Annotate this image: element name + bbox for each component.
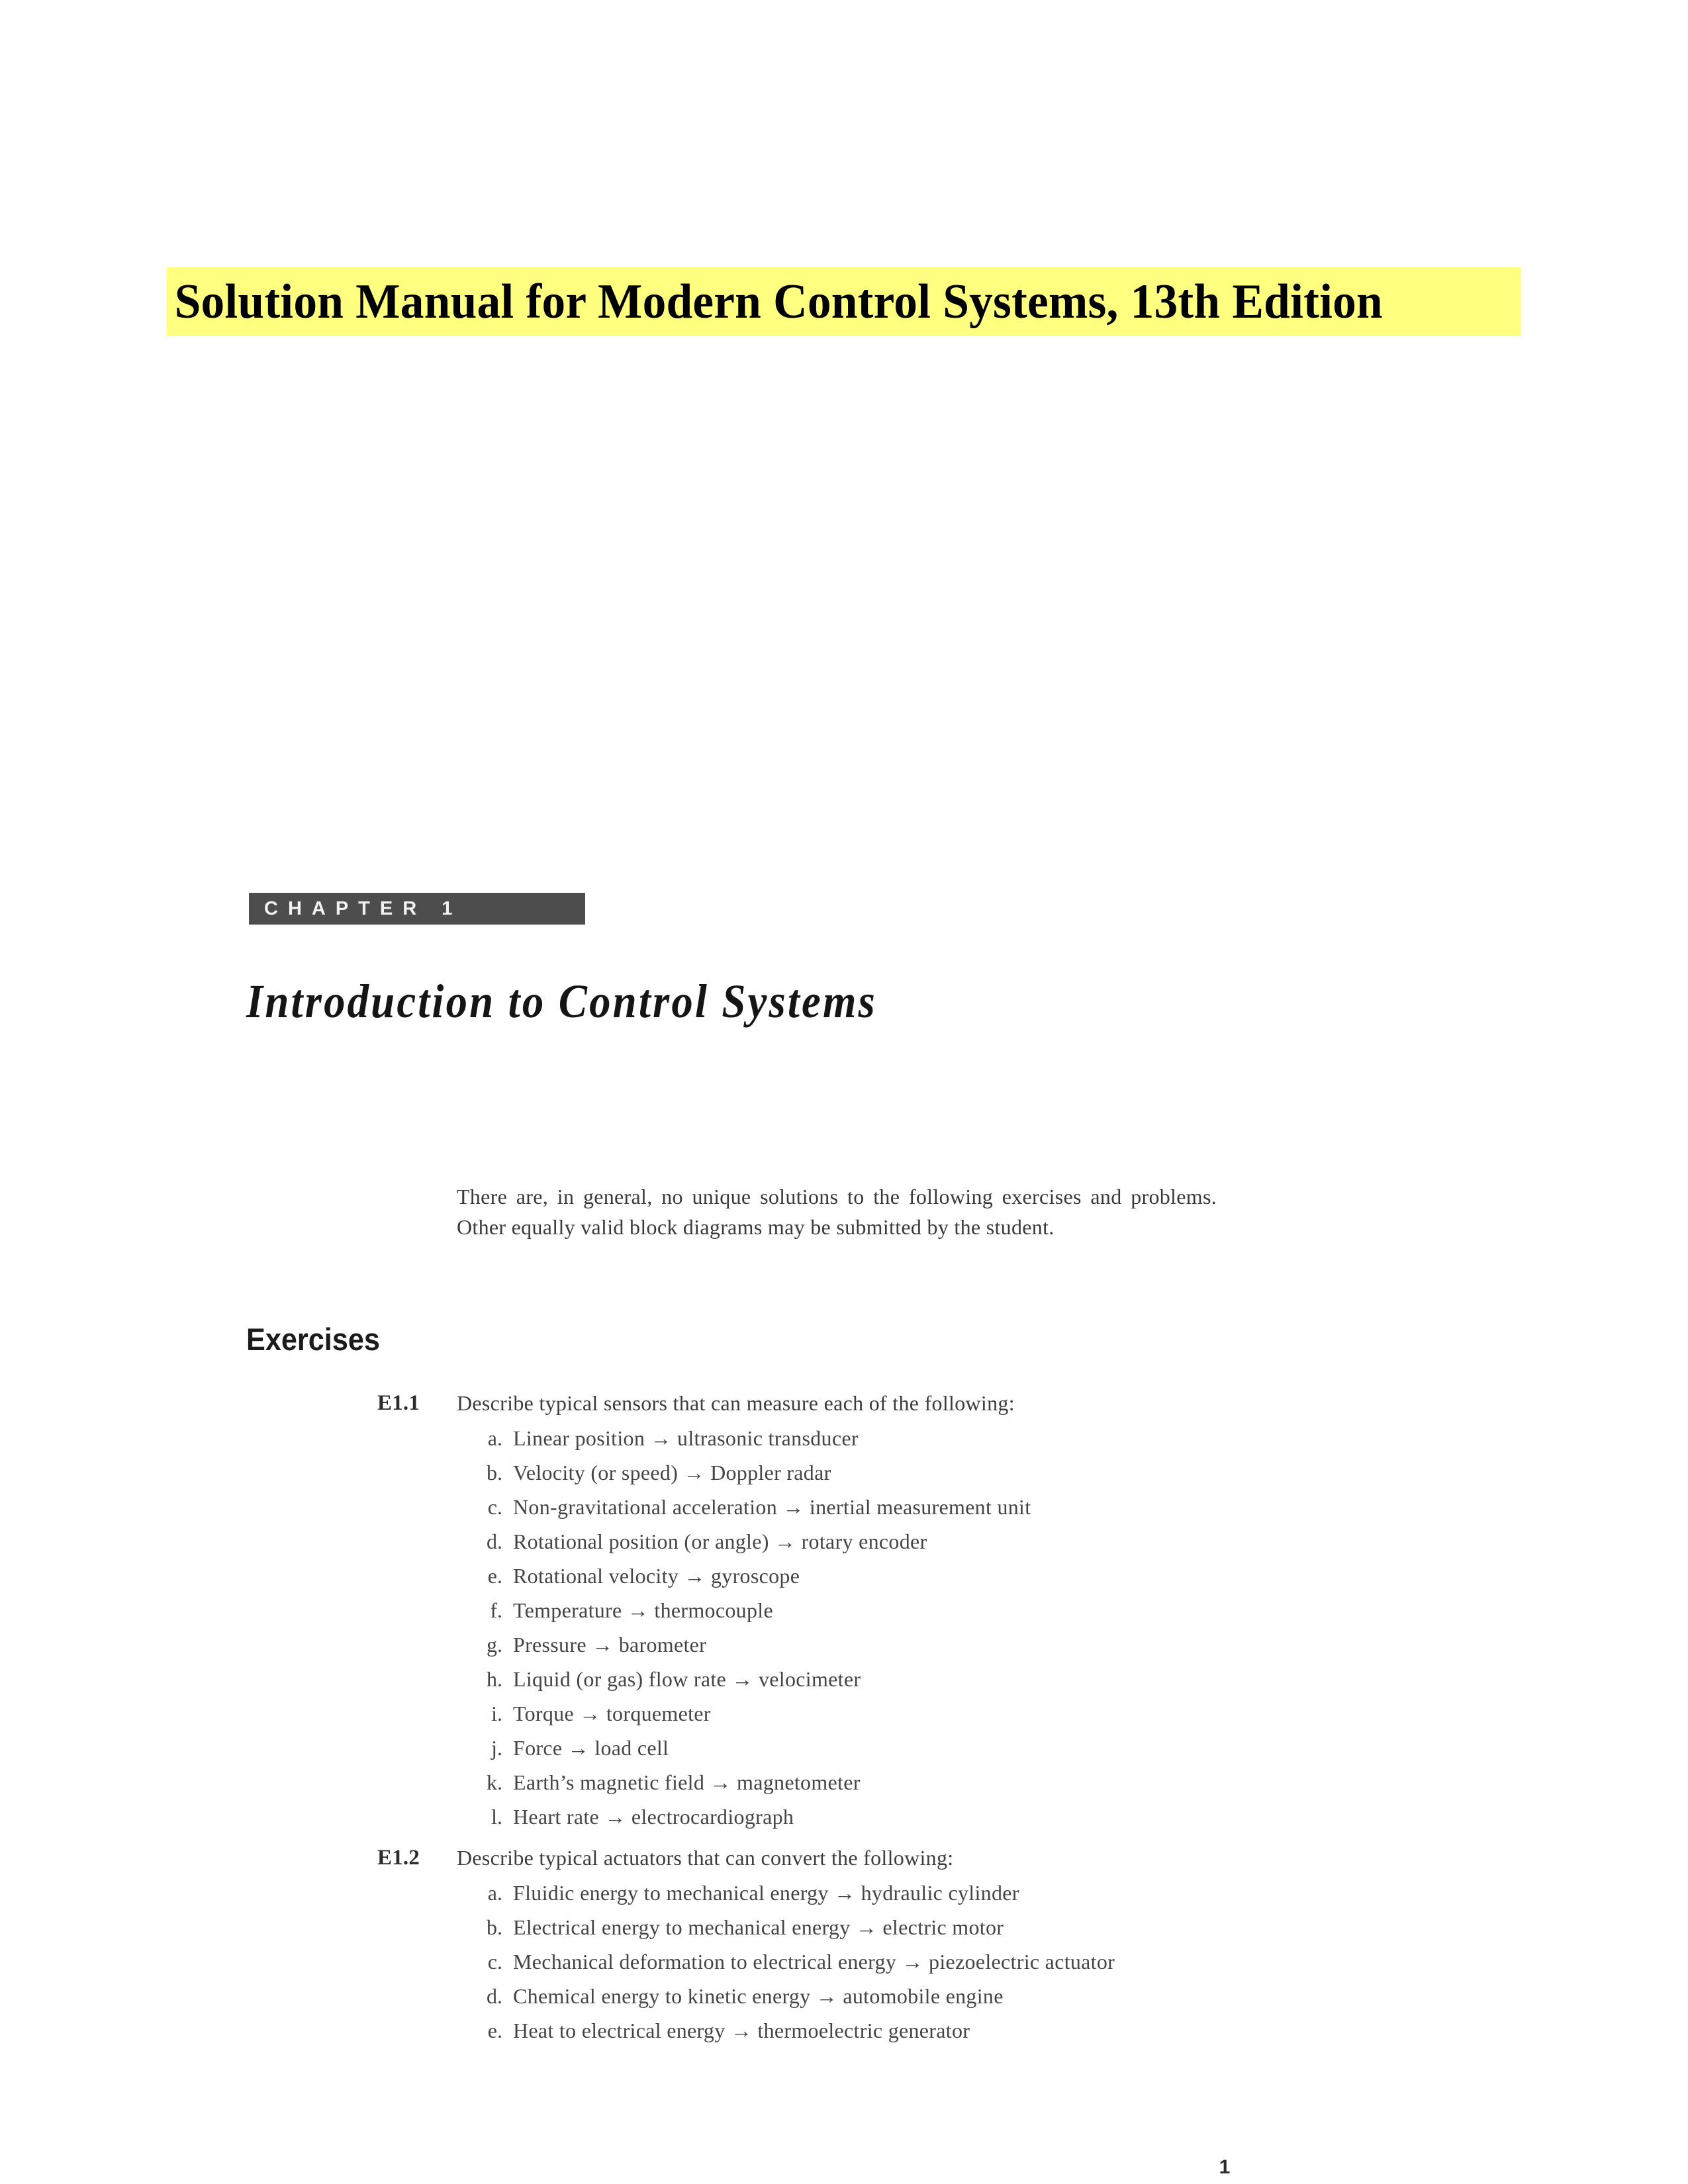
list-item bbox=[0, 1979, 1688, 2013]
list-item bbox=[0, 1876, 1688, 1910]
list-item-letter: l. bbox=[491, 1805, 502, 1829]
list-item bbox=[0, 1662, 1688, 1696]
list-item-text: Temperature → thermocouple bbox=[513, 1598, 773, 1622]
list-item-letter: g. bbox=[487, 1633, 502, 1657]
exercise-id: E1.2 bbox=[377, 1846, 420, 1870]
list-item-text: Rotational position (or angle) → rotary encoder bbox=[513, 1529, 927, 1553]
list-item-text: Non-gravitational acceleration → inertial measurement unit bbox=[513, 1495, 1031, 1519]
exercise-list bbox=[0, 1386, 1688, 2054]
list-item bbox=[0, 1765, 1688, 1799]
exercise-block bbox=[0, 1841, 1688, 2048]
exercise-sub-items bbox=[0, 1421, 1688, 1834]
exercises-section-heading: Exercises bbox=[246, 1322, 380, 1357]
list-item bbox=[0, 1799, 1688, 1834]
list-item bbox=[0, 1559, 1688, 1593]
list-item-text: Earth’s magnetic field → magnetometer bbox=[513, 1770, 861, 1794]
list-item bbox=[0, 1455, 1688, 1490]
exercise-sub-items bbox=[0, 1876, 1688, 2048]
list-item-text: Liquid (or gas) flow rate → velocimeter bbox=[513, 1667, 861, 1691]
list-item-letter: i. bbox=[491, 1702, 502, 1725]
list-item-text: Heart rate → electrocardiograph bbox=[513, 1805, 794, 1829]
list-item bbox=[0, 1627, 1688, 1662]
list-item-text: Rotational velocity → gyroscope bbox=[513, 1564, 800, 1588]
list-item-text: Velocity (or speed) → Doppler radar bbox=[513, 1461, 831, 1484]
list-item-letter: a. bbox=[487, 1881, 502, 1905]
exercise-header bbox=[0, 1386, 1688, 1421]
list-item-text: Pressure → barometer bbox=[513, 1633, 707, 1657]
list-item bbox=[0, 1944, 1688, 1979]
list-item-text: Mechanical deformation to electrical energy → piezoelectric actuator bbox=[513, 1950, 1115, 1974]
list-item bbox=[0, 1910, 1688, 1944]
exercise-prompt: Describe typical sensors that can measure each of the following: bbox=[457, 1391, 1015, 1415]
list-item bbox=[0, 1696, 1688, 1731]
chapter-badge-label: CHAPTER 1 bbox=[264, 897, 463, 919]
list-item bbox=[0, 1731, 1688, 1765]
chapter-intro-paragraph: There are, in general, no unique solutions to the following exercises and problems. Other equally valid block diagrams may be submitted by the student. bbox=[457, 1185, 1217, 1240]
list-item bbox=[0, 1524, 1688, 1559]
exercise-id: E1.1 bbox=[377, 1391, 420, 1415]
list-item-letter: h. bbox=[487, 1667, 502, 1691]
list-item-letter: d. bbox=[487, 1529, 502, 1553]
list-item-letter: b. bbox=[487, 1915, 502, 1939]
list-item bbox=[0, 1593, 1688, 1627]
list-item-letter: c. bbox=[487, 1495, 502, 1519]
exercise-prompt: Describe typical actuators that can convert the following: bbox=[457, 1846, 954, 1870]
list-item-text: Torque → torquemeter bbox=[513, 1702, 711, 1725]
page-number: 1 bbox=[1219, 2156, 1231, 2178]
list-item-letter: j. bbox=[491, 1736, 502, 1760]
list-item-text: Force → load cell bbox=[513, 1736, 669, 1760]
list-item-letter: b. bbox=[487, 1461, 502, 1484]
list-item-text: Linear position → ultrasonic transducer bbox=[513, 1426, 859, 1450]
list-item-letter: e. bbox=[487, 1564, 502, 1588]
exercise-block bbox=[0, 1386, 1688, 1834]
list-item-text: Chemical energy to kinetic energy → automobile engine bbox=[513, 1984, 1004, 2008]
list-item-text: Heat to electrical energy → thermoelectric generator bbox=[513, 2019, 970, 2042]
list-item-letter: e. bbox=[487, 2019, 502, 2042]
document-title: Solution Manual for Modern Control Systems, 13th Edition bbox=[174, 275, 1383, 329]
list-item-letter: d. bbox=[487, 1984, 502, 2008]
list-item-text: Electrical energy to mechanical energy → electric motor bbox=[513, 1915, 1004, 1939]
exercise-header bbox=[0, 1841, 1688, 1876]
chapter-badge bbox=[249, 893, 585, 925]
list-item-letter: k. bbox=[487, 1770, 502, 1794]
list-item bbox=[0, 1421, 1688, 1455]
title-highlight-banner bbox=[167, 267, 1521, 336]
list-item-letter: f. bbox=[490, 1598, 502, 1622]
list-item bbox=[0, 2013, 1688, 2048]
list-item-letter: c. bbox=[487, 1950, 502, 1974]
chapter-title: Introduction to Control Systems bbox=[246, 975, 877, 1028]
list-item-text: Fluidic energy to mechanical energy → hydraulic cylinder bbox=[513, 1881, 1019, 1905]
list-item-letter: a. bbox=[487, 1426, 502, 1450]
list-item bbox=[0, 1490, 1688, 1524]
